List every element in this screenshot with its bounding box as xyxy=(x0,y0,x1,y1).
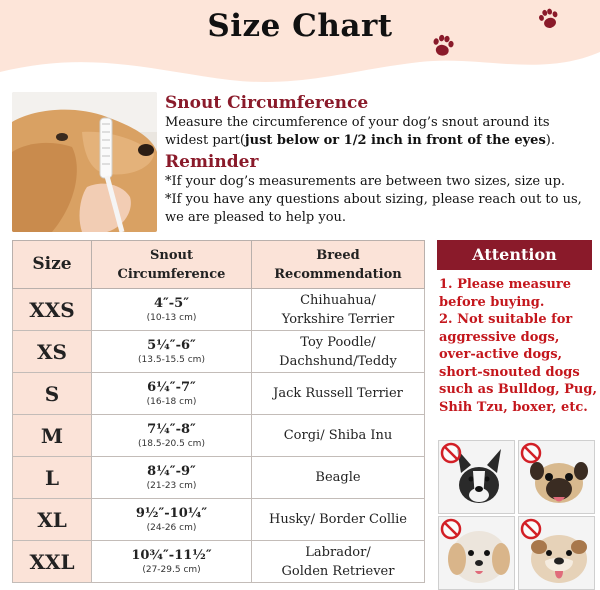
reminder-heading: Reminder xyxy=(165,152,259,172)
table-row xyxy=(13,289,425,331)
snout-heading: Snout Circumference xyxy=(165,93,369,113)
snout-cell: 5¼″-6″ (13.5-15.5 cm) xyxy=(92,331,252,373)
table-row xyxy=(13,457,425,499)
snout-cell: 7¼″-8″ (18.5-20.5 cm) xyxy=(92,415,252,457)
attention-item-1: 1. Please measure before buying. xyxy=(439,277,571,310)
breed-cell: Beagle xyxy=(252,457,425,499)
size-cell: XL xyxy=(13,499,92,541)
prohibited-icon xyxy=(519,441,543,465)
paw-print-icon xyxy=(429,32,457,60)
attention-list xyxy=(439,276,599,416)
size-cell: XXL xyxy=(13,541,92,583)
table-row xyxy=(13,541,425,583)
prohibited-icon xyxy=(439,517,463,541)
header-size: Size xyxy=(13,241,92,289)
reminder-line-2: *If you have any questions about sizing, please reach out to us, we are pleased to help you. xyxy=(165,192,582,225)
snout-instructions: Measure the circumference of your dog’s snout around its widest part(just below or 1/2 inch in front of the eyes). xyxy=(165,115,555,148)
reminder-line-1: *If your dog’s measurements are between two sizes, size up. xyxy=(165,174,566,189)
breed-cell: Husky/ Border Collie xyxy=(252,499,425,541)
snout-cell: 10¾″-11½″ (27-29.5 cm) xyxy=(92,541,252,583)
header-snout: Snout Circumference xyxy=(92,241,252,289)
table-row xyxy=(13,331,425,373)
size-cell: XS xyxy=(13,331,92,373)
shih-tzu-tile xyxy=(438,516,515,590)
snout-cell: 9½″-10¼″ (24-26 cm) xyxy=(92,499,252,541)
table-header-row xyxy=(13,241,425,289)
snout-cell: 4″-5″ (10-13 cm) xyxy=(92,289,252,331)
prohibited-icon xyxy=(519,517,543,541)
table-row xyxy=(13,373,425,415)
bulldog-tile xyxy=(518,516,595,590)
size-cell: XXS xyxy=(13,289,92,331)
info-section xyxy=(165,92,595,227)
pug-tile xyxy=(518,440,595,514)
attention-banner: Attention xyxy=(437,240,592,270)
page-title: Size Chart xyxy=(207,8,393,44)
attention-item-2: 2. Not suitable for aggressive dogs, over-active dogs, short-snouted dogs such as Bulldog, Pug, Shih Tzu, boxer, etc. xyxy=(439,312,597,415)
french-bulldog-tile xyxy=(438,440,515,514)
size-chart-table xyxy=(12,240,425,583)
breed-cell: Toy Poodle/ Dachshund/Teddy xyxy=(252,331,425,373)
table-row xyxy=(13,499,425,541)
snout-cell: 8¼″-9″ (21-23 cm) xyxy=(92,457,252,499)
paw-print-icon xyxy=(536,6,562,32)
breed-cell: Labrador/ Golden Retriever xyxy=(252,541,425,583)
header-banner xyxy=(0,0,600,90)
size-cell: M xyxy=(13,415,92,457)
breed-cell: Corgi/ Shiba Inu xyxy=(252,415,425,457)
breed-cell: Jack Russell Terrier xyxy=(252,373,425,415)
prohibited-icon xyxy=(439,441,463,465)
snout-cell: 6¼″-7″ (16-18 cm) xyxy=(92,373,252,415)
breed-cell: Chihuahua/ Yorkshire Terrier xyxy=(252,289,425,331)
size-cell: S xyxy=(13,373,92,415)
dog-measuring-photo xyxy=(12,92,157,232)
header-breed: Breed Recommendation xyxy=(252,241,425,289)
table-row xyxy=(13,415,425,457)
size-cell: L xyxy=(13,457,92,499)
